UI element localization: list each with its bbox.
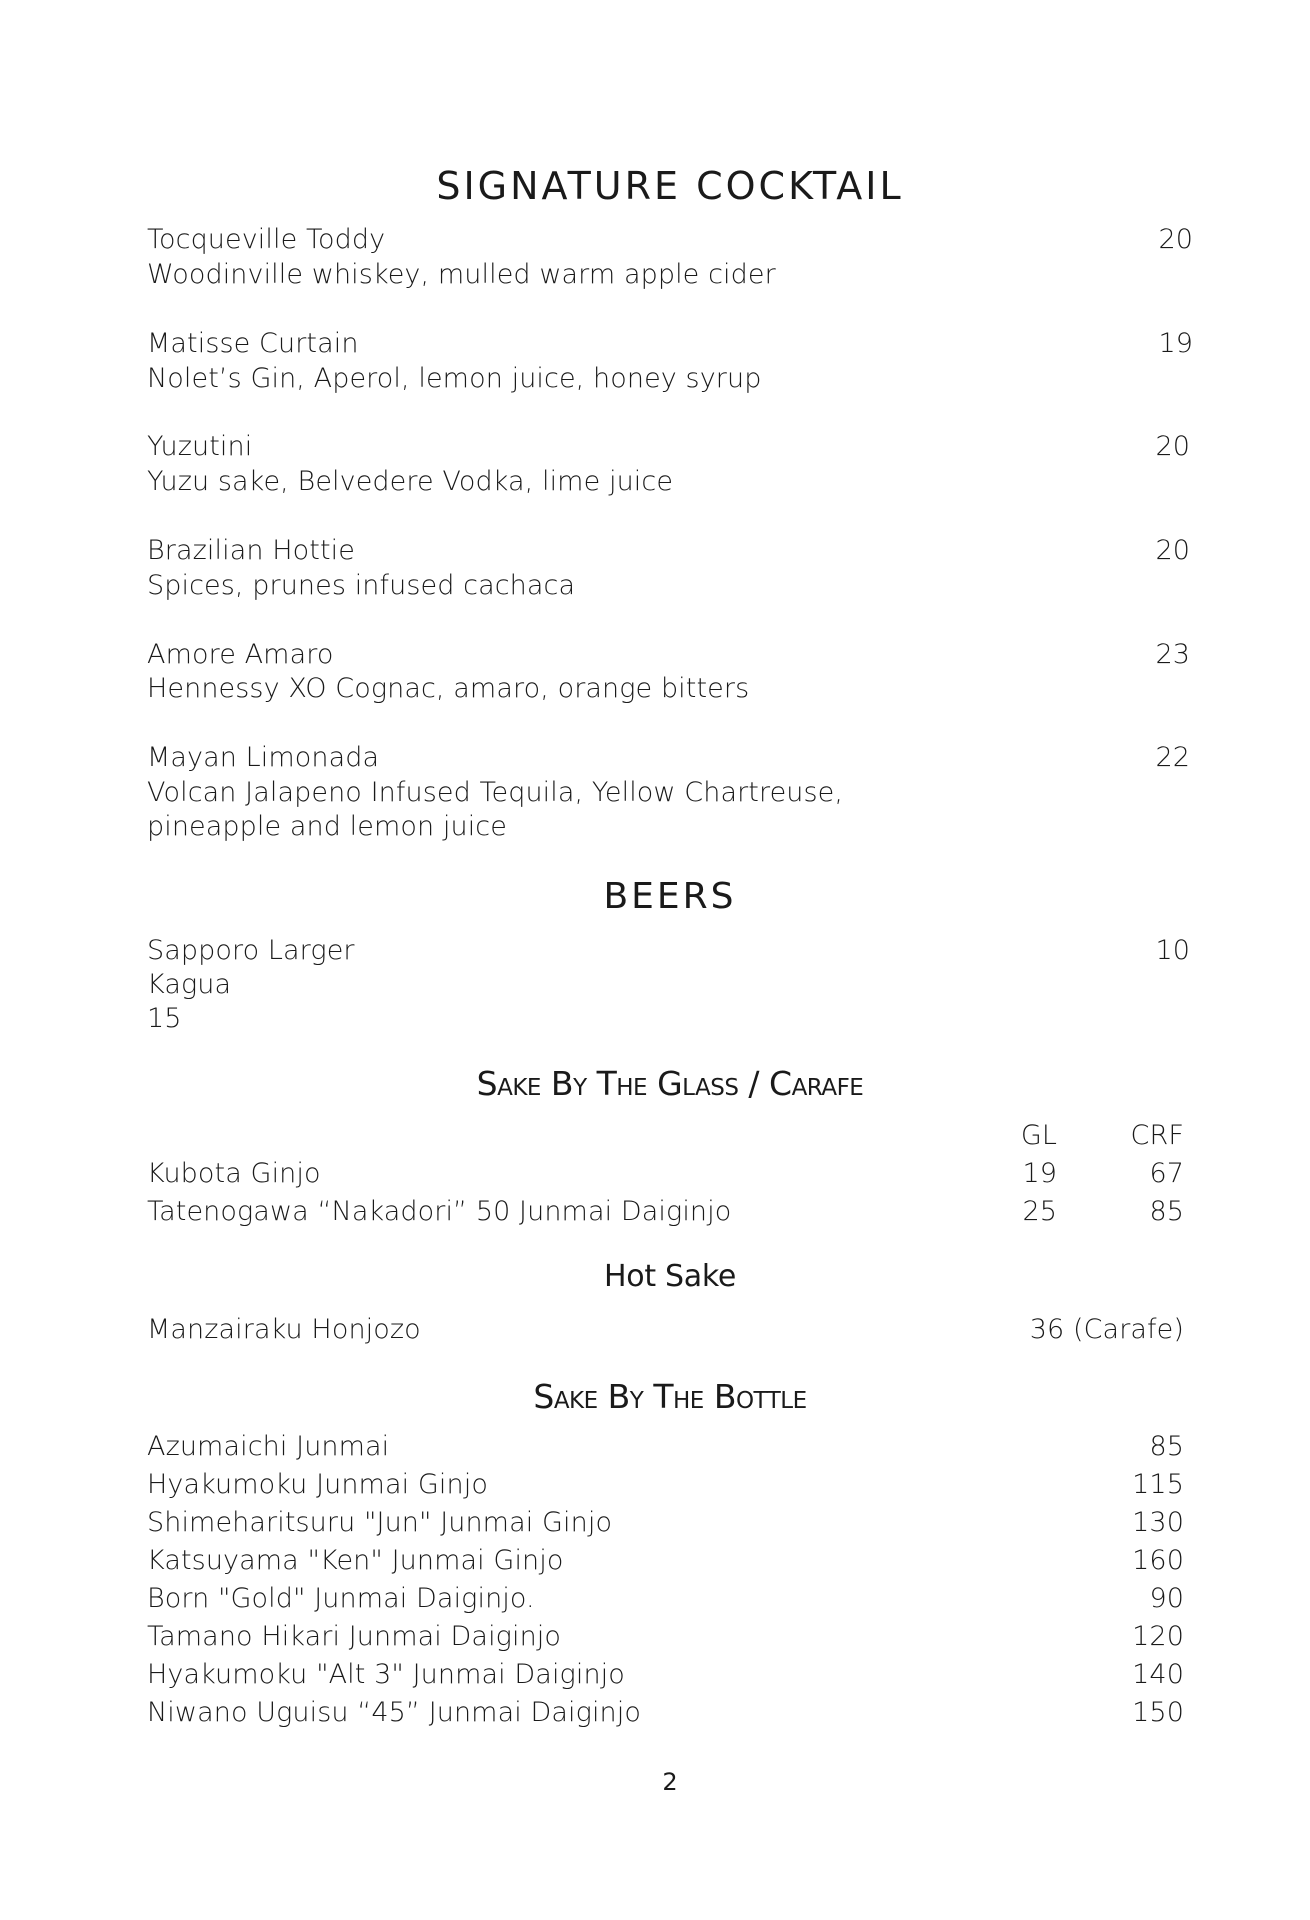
cocktail-price: 20 (1158, 224, 1193, 255)
cocktail-description: Nolet’s Gin, Aperol, lemon juice, honey syrup (147, 363, 762, 394)
sake-bottle-price: 90 (1149, 1583, 1184, 1614)
section-heading-sake-glass: Sake By The Glass / Carafe (476, 1064, 864, 1103)
cocktail-price: 20 (1155, 535, 1190, 566)
sake-bottle-price: 85 (1149, 1431, 1184, 1462)
sake-bottle-name: Azumaichi Junmai (147, 1431, 390, 1462)
sake-bottle-name: Katsuyama "Ken" Junmai Ginjo (147, 1545, 564, 1576)
sake-bottle-name: Born "Gold" Junmai Daiginjo. (147, 1583, 535, 1614)
cocktail-name: Brazilian Hottie (147, 535, 355, 566)
cocktail-price: 22 (1155, 742, 1190, 773)
cocktail-name: Mayan Limonada (147, 742, 380, 773)
cocktail-name: Amore Amaro (147, 639, 334, 670)
sake-bottle-price: 115 (1132, 1469, 1184, 1500)
page-number: 2 (662, 1768, 678, 1796)
cocktail-description-continued: pineapple and lemon juice (147, 811, 507, 842)
sake-bottle-name: Hyakumoku Junmai Ginjo (147, 1469, 488, 1500)
beer-line: 15 (147, 1003, 182, 1034)
cocktail-description: Spices, prunes infused cachaca (147, 570, 576, 601)
sake-glass-price: 19 (1022, 1158, 1057, 1189)
sake-glass-name: Tatenogawa “Nakadori” 50 Junmai Daiginjo (147, 1196, 732, 1227)
sake-bottle-price: 130 (1132, 1507, 1184, 1538)
hot-sake-name: Manzairaku Honjozo (147, 1314, 421, 1345)
beer-name: Sapporo Larger (147, 935, 355, 966)
hot-sake-price: 36 (Carafe) (1029, 1314, 1184, 1345)
beer-name: Kagua (147, 969, 232, 1000)
sake-glass-price: 25 (1022, 1196, 1057, 1227)
cocktail-description: Hennessy XO Cognac, amaro, orange bitters (147, 673, 750, 704)
sake-bottle-price: 120 (1132, 1621, 1184, 1652)
cocktail-name: Tocqueville Toddy (147, 224, 386, 255)
section-heading-sake-bottle: Sake By The Bottle (533, 1377, 807, 1416)
sake-carafe-price: 85 (1149, 1196, 1184, 1227)
column-header-glass: GL (1020, 1120, 1057, 1151)
cocktail-description: Volcan Jalapeno Infused Tequila, Yellow Chartreuse, (147, 777, 844, 808)
cocktail-description: Yuzu sake, Belvedere Vodka, lime juice (147, 466, 674, 497)
section-heading-hot-sake: Hot Sake (604, 1259, 736, 1294)
sake-bottle-name: Shimeharitsuru "Jun" Junmai Ginjo (147, 1507, 613, 1538)
sake-bottle-name: Hyakumoku "Alt 3" Junmai Daiginjo (147, 1659, 625, 1690)
sake-bottle-name: Niwano Uguisu “45” Junmai Daiginjo (147, 1697, 641, 1728)
column-header-carafe: CRF (1130, 1120, 1184, 1151)
beer-price: 10 (1155, 935, 1190, 966)
cocktail-name: Yuzutini (147, 431, 253, 462)
sake-bottle-name: Tamano Hikari Junmai Daiginjo (147, 1621, 562, 1652)
sake-glass-name: Kubota Ginjo (147, 1158, 321, 1189)
cocktail-price: 19 (1158, 328, 1193, 359)
sake-bottle-price: 160 (1132, 1545, 1184, 1576)
sake-bottle-price: 140 (1132, 1659, 1184, 1690)
cocktail-name: Matisse Curtain (147, 328, 359, 359)
cocktail-price: 23 (1155, 639, 1190, 670)
cocktail-description: Woodinville whiskey, mulled warm apple cider (147, 259, 776, 290)
cocktail-price: 20 (1155, 431, 1190, 462)
sake-carafe-price: 67 (1149, 1158, 1184, 1189)
section-heading-beers: BEERS (603, 876, 737, 917)
section-heading-cocktails: SIGNATURE COCKTAIL (436, 164, 904, 208)
sake-bottle-price: 150 (1132, 1697, 1184, 1728)
